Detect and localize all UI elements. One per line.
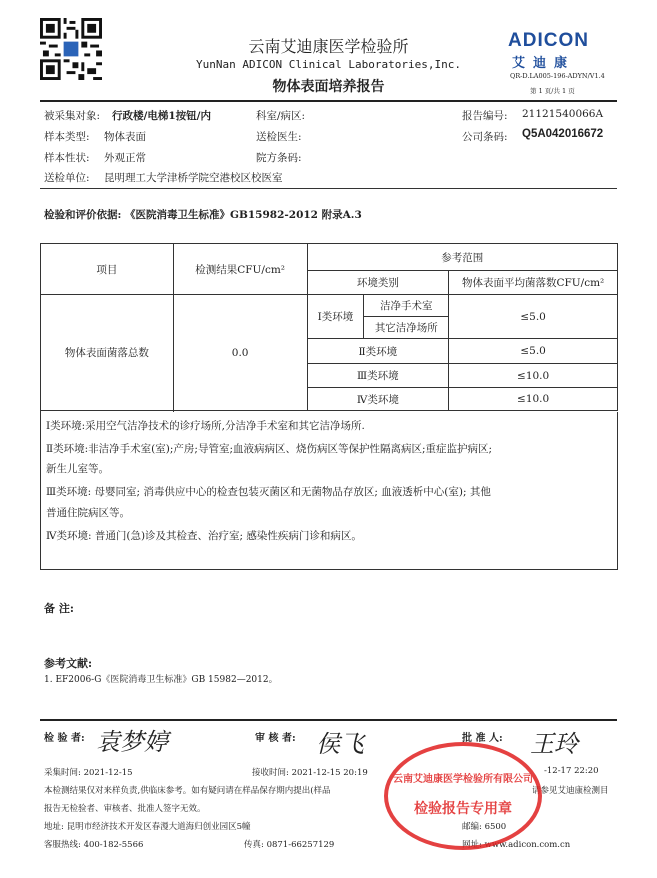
reference-item: 1. EF2006-G《医院消毒卫生标准》GB 15982—2012。: [44, 675, 278, 685]
env-class-4: Ⅳ类环境: [307, 388, 449, 411]
header-avg-colony: 物体表面平均菌落数CFU/cm²: [449, 271, 618, 295]
adicon-logo: ADICON: [508, 30, 589, 51]
adicon-logo-cn: 艾迪康: [512, 56, 576, 71]
ref-class-1: ≤5.0: [449, 295, 618, 339]
env-note-5: 普通住院病区等。: [46, 507, 130, 519]
env-note-3: 新生儿室等。: [46, 463, 109, 475]
report-no-value: 21121540066A: [522, 108, 604, 120]
report-time: -12-17 22:20: [544, 766, 599, 776]
page-info: 第 1 页/共 1 页: [530, 87, 575, 95]
env-class-1-sub-2: 其它洁净场所: [364, 317, 449, 339]
collect-time: 采集时间: 2021-12-15: [44, 768, 133, 778]
org-name-cn: 云南艾迪康医学检验所: [248, 37, 409, 56]
reviewer-signature: 侯飞: [316, 730, 364, 758]
report-no-label: 报告编号:: [462, 110, 508, 122]
references-label: 参考文献:: [44, 657, 93, 670]
header-result: 检测结果CFU/cm²: [173, 244, 307, 295]
env-note-6: Ⅳ类环境: 普通门(急)诊及其检查、治疗室; 感染性疾病门诊和病区。: [46, 530, 362, 542]
header-reference: 参考范围: [307, 244, 617, 271]
ref-class-4: ≤10.0: [449, 388, 618, 411]
environment-notes: [40, 412, 618, 570]
doctor-label: 送检医生:: [256, 131, 302, 143]
evaluation-basis: 检验和评价依据: 《医院消毒卫生标准》GB15982-2012 附录A.3: [44, 209, 362, 221]
postcode: 邮编: 6500: [462, 822, 507, 832]
env-note-4: Ⅲ类环境: 母婴同室; 消毒供应中心的检查包装灭菌区和无菌物品存放区; 血液透析中心(室); 其他: [46, 486, 491, 498]
report-title: 物体表面培养报告: [272, 79, 385, 95]
org-name-en: YunNan ADICON Clinical Laboratories,Inc.: [196, 58, 461, 71]
ref-class-2: ≤5.0: [449, 339, 618, 364]
sample-type-value: 物体表面: [104, 131, 146, 143]
env-class-1: Ⅰ类环境: [307, 295, 364, 339]
item-name-cell: 物体表面菌落总数: [41, 295, 174, 411]
website: 网址: www.adicon.com.cn: [462, 840, 571, 850]
subject-label: 被采集对象:: [44, 110, 101, 122]
reviewer-label: 审 核 者:: [255, 733, 296, 744]
subject-value: 行政楼/电梯1按钮/内: [112, 110, 211, 122]
results-table: [40, 243, 618, 411]
approver-label: 批 准 人:: [462, 733, 503, 744]
hospital-code-label: 院方条码:: [256, 152, 302, 164]
official-stamp: [384, 742, 542, 850]
tester-signature: 袁梦婷: [96, 728, 168, 756]
signature-divider: [40, 719, 617, 721]
stamp-org-text: 云南艾迪康医学检验所有限公司: [393, 774, 533, 785]
receive-time: 接收时间: 2021-12-15 20:19: [252, 768, 368, 778]
disclaimer-line-1-end: 请参见艾迪康检测目: [532, 786, 609, 796]
ref-class-3: ≤10.0: [449, 364, 618, 388]
tester-label: 检 验 者:: [44, 733, 85, 744]
result-value-cell: 0.0: [173, 295, 307, 411]
env-class-1-sub-1: 洁净手术室: [364, 295, 449, 317]
sender-label: 送检单位:: [44, 172, 90, 184]
company-code-value: Q5A042016672: [522, 128, 604, 140]
info-divider: [40, 188, 617, 189]
env-class-3: Ⅲ类环境: [307, 364, 449, 388]
company-code-label: 公司条码:: [462, 131, 508, 143]
disclaimer-line-2: 报告无检验者、审核者、批准人签字无效。: [44, 804, 206, 814]
customer-hotline: 客服热线: 400-182-5566: [44, 840, 144, 850]
sample-type-label: 样本类型:: [44, 131, 90, 143]
remarks-label: 备 注:: [44, 602, 74, 615]
stamp-title-text: 检验报告专用章: [414, 801, 512, 817]
header-env-category: 环境类别: [307, 271, 449, 295]
address: 地址: 昆明市经济技术开发区春漫大道海归创业园区5幢: [44, 822, 251, 832]
env-note-1: Ⅰ类环境:采用空气洁净技术的诊疗场所,分洁净手术室和其它洁净场所.: [46, 420, 365, 432]
header-divider: [40, 100, 617, 102]
disclaimer-line-1: 本检测结果仅对来样负责,供临床参考。如有疑问请在样品保存期内提出(样品: [44, 786, 331, 796]
fax: 传真: 0871-66257129: [244, 840, 335, 850]
document-code: QR-D.LA005-196-ADYN/V1.4: [510, 72, 605, 80]
header-item: 项目: [41, 244, 174, 295]
sample-state-value: 外观正常: [104, 152, 146, 164]
sender-value: 昆明理工大学津桥学院空港校区校医室: [104, 172, 283, 184]
sample-state-label: 样本性状:: [44, 152, 90, 164]
dept-label: 科室/病区:: [256, 110, 306, 122]
env-class-2: Ⅱ类环境: [307, 339, 449, 364]
env-note-2: Ⅱ类环境:非洁净手术室(室);产房;导管室;血液病病区、烧伤病区等保护性隔离病区;重症监护病区;: [46, 443, 493, 455]
approver-signature: 王玲: [530, 730, 578, 758]
